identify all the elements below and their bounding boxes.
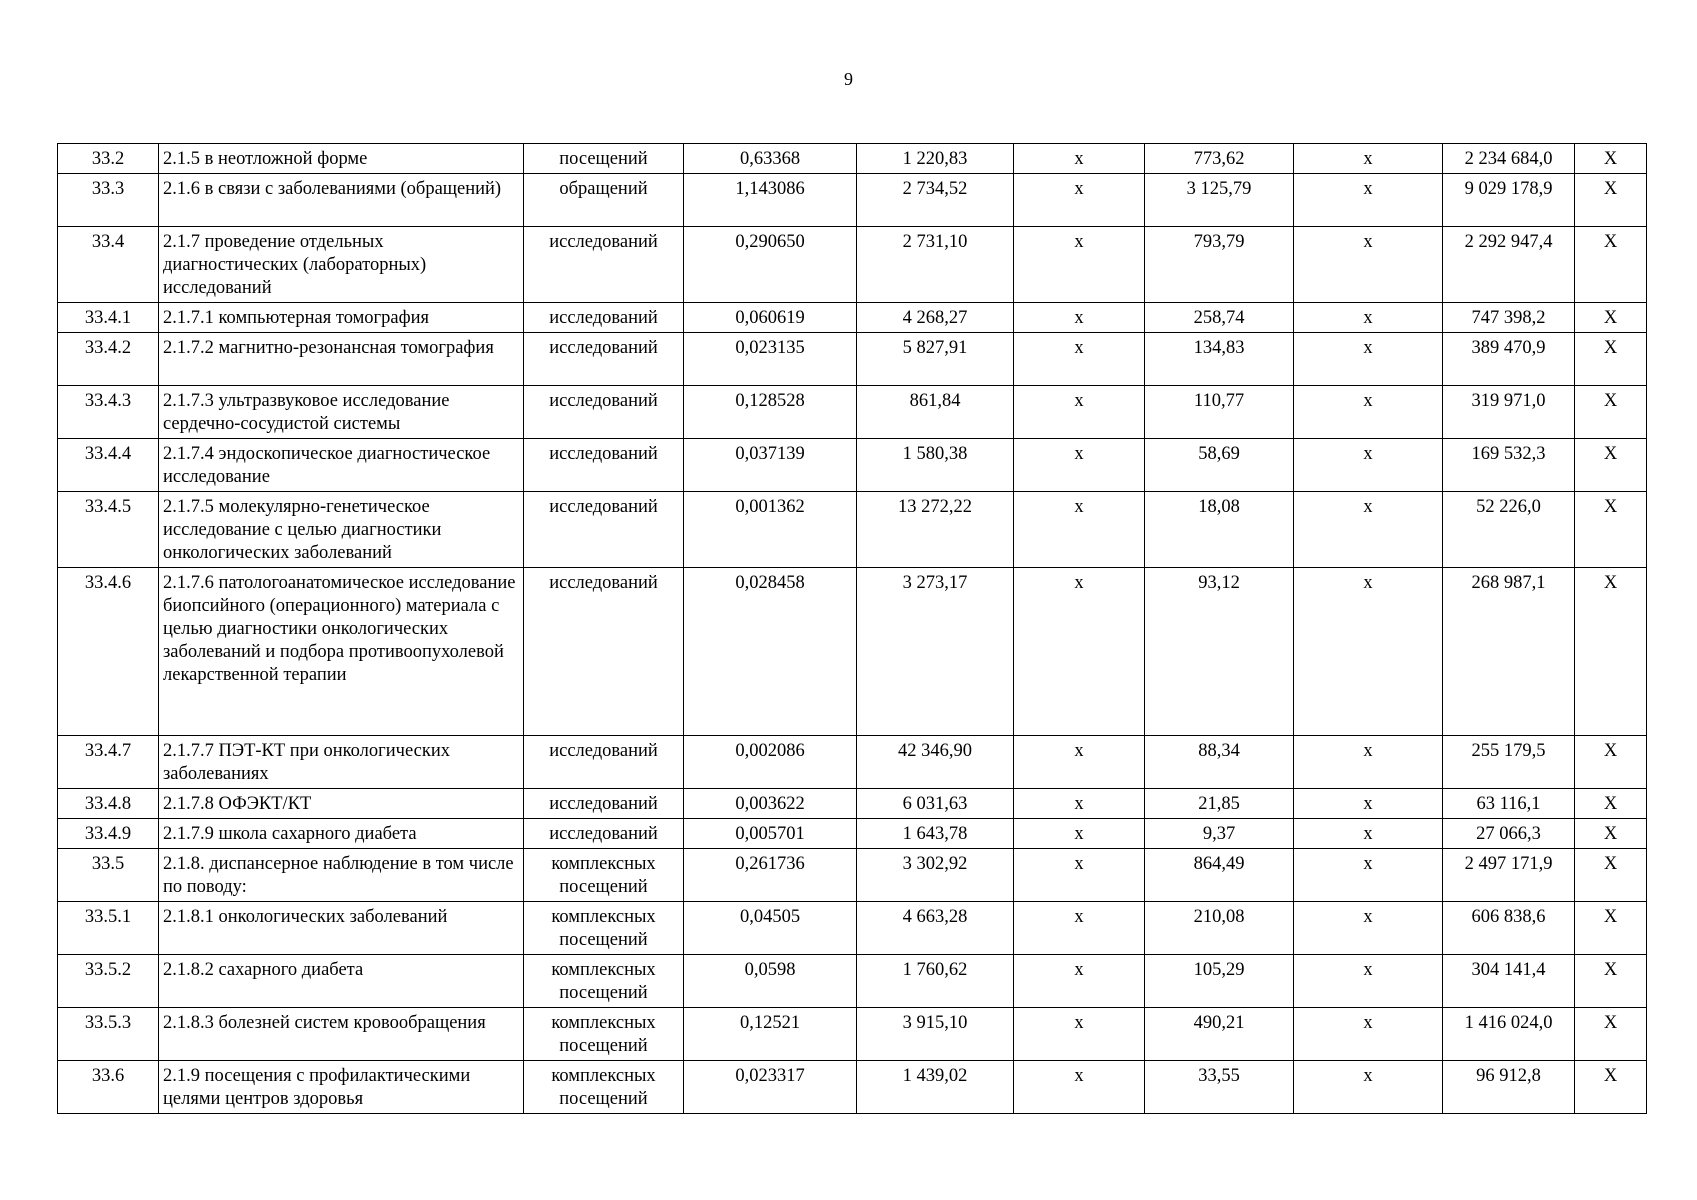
row-name: 2.1.8. диспансерное наблюдение в том числе по поводу: bbox=[159, 849, 524, 902]
row-name: 2.1.8.1 онкологических заболеваний bbox=[159, 902, 524, 955]
row-x-mark: X bbox=[1575, 1008, 1647, 1061]
row-x-marker: х bbox=[1014, 439, 1145, 492]
table-row bbox=[58, 303, 1647, 333]
table-row bbox=[58, 849, 1647, 902]
row-name: 2.1.7.3 ультразвуковое исследование сердечно-сосудистой системы bbox=[159, 386, 524, 439]
row-cost: 1 580,38 bbox=[857, 439, 1014, 492]
row-name: 2.1.7 проведение отдельных диагностических (лабораторных) исследований bbox=[159, 227, 524, 303]
row-x-mark: X bbox=[1575, 849, 1647, 902]
row-total: 27 066,3 bbox=[1443, 819, 1575, 849]
row-x-mark: X bbox=[1575, 386, 1647, 439]
row-cost: 5 827,91 bbox=[857, 333, 1014, 386]
row-unit: исследований bbox=[524, 439, 684, 492]
row-x-marker: х bbox=[1294, 955, 1443, 1008]
row-total: 9 029 178,9 bbox=[1443, 174, 1575, 227]
row-per-capita: 93,12 bbox=[1145, 568, 1294, 736]
row-cost: 3 302,92 bbox=[857, 849, 1014, 902]
row-per-capita: 88,34 bbox=[1145, 736, 1294, 789]
row-code: 33.4.9 bbox=[58, 819, 159, 849]
row-x-marker: х bbox=[1014, 568, 1145, 736]
row-code: 33.4.5 bbox=[58, 492, 159, 568]
row-cost: 4 663,28 bbox=[857, 902, 1014, 955]
row-unit: комплексных посещений bbox=[524, 849, 684, 902]
row-total: 1 416 024,0 bbox=[1443, 1008, 1575, 1061]
row-code: 33.4 bbox=[58, 227, 159, 303]
row-name: 2.1.7.2 магнитно-резонансная томография bbox=[159, 333, 524, 386]
row-x-marker: х bbox=[1294, 736, 1443, 789]
row-norm: 0,037139 bbox=[684, 439, 857, 492]
row-norm: 0,128528 bbox=[684, 386, 857, 439]
row-norm: 0,005701 bbox=[684, 819, 857, 849]
row-norm: 0,12521 bbox=[684, 1008, 857, 1061]
row-total: 2 234 684,0 bbox=[1443, 144, 1575, 174]
row-code: 33.5.1 bbox=[58, 902, 159, 955]
row-x-marker: х bbox=[1014, 789, 1145, 819]
row-norm: 0,023317 bbox=[684, 1061, 857, 1114]
row-x-marker: х bbox=[1014, 1008, 1145, 1061]
table-row bbox=[58, 736, 1647, 789]
row-total: 169 532,3 bbox=[1443, 439, 1575, 492]
row-x-marker: х bbox=[1294, 227, 1443, 303]
row-cost: 3 273,17 bbox=[857, 568, 1014, 736]
row-cost: 2 734,52 bbox=[857, 174, 1014, 227]
row-norm: 1,143086 bbox=[684, 174, 857, 227]
row-x-marker: х bbox=[1294, 568, 1443, 736]
row-x-marker: х bbox=[1014, 333, 1145, 386]
row-total: 304 141,4 bbox=[1443, 955, 1575, 1008]
row-x-marker: х bbox=[1014, 174, 1145, 227]
row-unit: исследований bbox=[524, 227, 684, 303]
table-row bbox=[58, 568, 1647, 736]
row-x-mark: X bbox=[1575, 1061, 1647, 1114]
row-name: 2.1.7.6 патологоанатомическое исследование биопсийного (операционного) материала с целью диагностики онкологических заболеваний и подбора противоопухолевой лекарственной терапии bbox=[159, 568, 524, 736]
row-total: 268 987,1 bbox=[1443, 568, 1575, 736]
row-per-capita: 18,08 bbox=[1145, 492, 1294, 568]
row-x-mark: X bbox=[1575, 789, 1647, 819]
row-x-marker: х bbox=[1294, 789, 1443, 819]
row-x-mark: X bbox=[1575, 819, 1647, 849]
row-per-capita: 58,69 bbox=[1145, 439, 1294, 492]
row-total: 2 292 947,4 bbox=[1443, 227, 1575, 303]
row-x-marker: х bbox=[1014, 227, 1145, 303]
row-per-capita: 9,37 bbox=[1145, 819, 1294, 849]
row-unit: исследований bbox=[524, 819, 684, 849]
row-x-mark: X bbox=[1575, 174, 1647, 227]
row-x-mark: X bbox=[1575, 144, 1647, 174]
table-row bbox=[58, 1008, 1647, 1061]
row-code: 33.4.4 bbox=[58, 439, 159, 492]
row-name: 2.1.7.7 ПЭТ-КТ при онкологических заболеваниях bbox=[159, 736, 524, 789]
row-x-marker: х bbox=[1294, 819, 1443, 849]
row-code: 33.4.1 bbox=[58, 303, 159, 333]
row-x-marker: х bbox=[1014, 492, 1145, 568]
row-unit: посещений bbox=[524, 144, 684, 174]
row-unit: исследований bbox=[524, 303, 684, 333]
table-row bbox=[58, 789, 1647, 819]
row-x-marker: х bbox=[1294, 386, 1443, 439]
row-x-mark: X bbox=[1575, 492, 1647, 568]
row-code: 33.4.3 bbox=[58, 386, 159, 439]
row-norm: 0,261736 bbox=[684, 849, 857, 902]
row-x-marker: х bbox=[1014, 144, 1145, 174]
table-row bbox=[58, 227, 1647, 303]
row-x-mark: X bbox=[1575, 439, 1647, 492]
row-per-capita: 3 125,79 bbox=[1145, 174, 1294, 227]
row-norm: 0,0598 bbox=[684, 955, 857, 1008]
row-total: 96 912,8 bbox=[1443, 1061, 1575, 1114]
table-row bbox=[58, 819, 1647, 849]
row-per-capita: 134,83 bbox=[1145, 333, 1294, 386]
row-unit: исследований bbox=[524, 789, 684, 819]
row-x-marker: х bbox=[1294, 492, 1443, 568]
row-cost: 1 439,02 bbox=[857, 1061, 1014, 1114]
row-per-capita: 793,79 bbox=[1145, 227, 1294, 303]
row-x-marker: х bbox=[1014, 819, 1145, 849]
row-name: 2.1.7.4 эндоскопическое диагностическое исследование bbox=[159, 439, 524, 492]
row-total: 52 226,0 bbox=[1443, 492, 1575, 568]
row-x-marker: х bbox=[1294, 303, 1443, 333]
row-cost: 2 731,10 bbox=[857, 227, 1014, 303]
row-x-marker: х bbox=[1014, 303, 1145, 333]
row-name: 2.1.5 в неотложной форме bbox=[159, 144, 524, 174]
table-body bbox=[58, 144, 1647, 1114]
row-x-marker: х bbox=[1294, 439, 1443, 492]
row-code: 33.4.2 bbox=[58, 333, 159, 386]
row-x-marker: х bbox=[1014, 849, 1145, 902]
row-code: 33.5 bbox=[58, 849, 159, 902]
row-code: 33.4.6 bbox=[58, 568, 159, 736]
row-x-mark: X bbox=[1575, 333, 1647, 386]
row-code: 33.6 bbox=[58, 1061, 159, 1114]
row-cost: 1 760,62 bbox=[857, 955, 1014, 1008]
table-row bbox=[58, 439, 1647, 492]
row-norm: 0,028458 bbox=[684, 568, 857, 736]
row-code: 33.5.3 bbox=[58, 1008, 159, 1061]
row-per-capita: 21,85 bbox=[1145, 789, 1294, 819]
data-table bbox=[57, 143, 1647, 1114]
row-per-capita: 258,74 bbox=[1145, 303, 1294, 333]
row-unit: исследований bbox=[524, 333, 684, 386]
row-code: 33.5.2 bbox=[58, 955, 159, 1008]
row-x-marker: х bbox=[1014, 386, 1145, 439]
row-code: 33.4.7 bbox=[58, 736, 159, 789]
row-name: 2.1.7.9 школа сахарного диабета bbox=[159, 819, 524, 849]
row-per-capita: 110,77 bbox=[1145, 386, 1294, 439]
row-x-mark: X bbox=[1575, 902, 1647, 955]
row-x-marker: х bbox=[1294, 1061, 1443, 1114]
row-total: 63 116,1 bbox=[1443, 789, 1575, 819]
row-cost: 13 272,22 bbox=[857, 492, 1014, 568]
row-norm: 0,290650 bbox=[684, 227, 857, 303]
row-norm: 0,04505 bbox=[684, 902, 857, 955]
row-norm: 0,023135 bbox=[684, 333, 857, 386]
row-total: 2 497 171,9 bbox=[1443, 849, 1575, 902]
row-x-mark: X bbox=[1575, 736, 1647, 789]
row-norm: 0,060619 bbox=[684, 303, 857, 333]
row-total: 606 838,6 bbox=[1443, 902, 1575, 955]
row-name: 2.1.7.5 молекулярно-генетическое исследование с целью диагностики онкологических заболеваний bbox=[159, 492, 524, 568]
row-unit: комплексных посещений bbox=[524, 955, 684, 1008]
row-name: 2.1.9 посещения с профилактическими целями центров здоровья bbox=[159, 1061, 524, 1114]
row-code: 33.4.8 bbox=[58, 789, 159, 819]
row-norm: 0,003622 bbox=[684, 789, 857, 819]
row-x-marker: х bbox=[1294, 144, 1443, 174]
row-unit: обращений bbox=[524, 174, 684, 227]
row-unit: исследований bbox=[524, 568, 684, 736]
row-total: 747 398,2 bbox=[1443, 303, 1575, 333]
row-name: 2.1.7.8 ОФЭКТ/КТ bbox=[159, 789, 524, 819]
table-row bbox=[58, 174, 1647, 227]
row-x-marker: х bbox=[1294, 849, 1443, 902]
row-x-mark: X bbox=[1575, 955, 1647, 1008]
row-x-mark: X bbox=[1575, 227, 1647, 303]
row-total: 255 179,5 bbox=[1443, 736, 1575, 789]
page-number: 9 bbox=[844, 69, 853, 89]
row-norm: 0,63368 bbox=[684, 144, 857, 174]
row-x-mark: X bbox=[1575, 303, 1647, 333]
row-cost: 861,84 bbox=[857, 386, 1014, 439]
row-per-capita: 864,49 bbox=[1145, 849, 1294, 902]
row-x-marker: х bbox=[1294, 902, 1443, 955]
row-cost: 1 220,83 bbox=[857, 144, 1014, 174]
row-x-marker: х bbox=[1294, 1008, 1443, 1061]
row-total: 389 470,9 bbox=[1443, 333, 1575, 386]
row-per-capita: 773,62 bbox=[1145, 144, 1294, 174]
row-norm: 0,001362 bbox=[684, 492, 857, 568]
row-unit: исследований bbox=[524, 736, 684, 789]
row-unit: комплексных посещений bbox=[524, 902, 684, 955]
table-row bbox=[58, 902, 1647, 955]
row-cost: 3 915,10 bbox=[857, 1008, 1014, 1061]
table-row bbox=[58, 1061, 1647, 1114]
row-x-marker: х bbox=[1014, 1061, 1145, 1114]
row-x-marker: х bbox=[1294, 174, 1443, 227]
table-row bbox=[58, 333, 1647, 386]
row-name: 2.1.8.2 сахарного диабета bbox=[159, 955, 524, 1008]
row-norm: 0,002086 bbox=[684, 736, 857, 789]
row-x-marker: х bbox=[1014, 902, 1145, 955]
row-per-capita: 210,08 bbox=[1145, 902, 1294, 955]
row-cost: 42 346,90 bbox=[857, 736, 1014, 789]
table-row bbox=[58, 144, 1647, 174]
row-x-mark: X bbox=[1575, 568, 1647, 736]
row-unit: исследований bbox=[524, 386, 684, 439]
table-row bbox=[58, 955, 1647, 1008]
row-name: 2.1.8.3 болезней систем кровообращения bbox=[159, 1008, 524, 1061]
row-cost: 6 031,63 bbox=[857, 789, 1014, 819]
row-name: 2.1.6 в связи с заболеваниями (обращений) bbox=[159, 174, 524, 227]
row-cost: 4 268,27 bbox=[857, 303, 1014, 333]
row-unit: комплексных посещений bbox=[524, 1008, 684, 1061]
row-code: 33.3 bbox=[58, 174, 159, 227]
row-x-marker: х bbox=[1014, 955, 1145, 1008]
row-unit: комплексных посещений bbox=[524, 1061, 684, 1114]
row-unit: исследований bbox=[524, 492, 684, 568]
row-code: 33.2 bbox=[58, 144, 159, 174]
row-per-capita: 490,21 bbox=[1145, 1008, 1294, 1061]
row-name: 2.1.7.1 компьютерная томография bbox=[159, 303, 524, 333]
row-cost: 1 643,78 bbox=[857, 819, 1014, 849]
row-total: 319 971,0 bbox=[1443, 386, 1575, 439]
row-x-marker: х bbox=[1014, 736, 1145, 789]
row-per-capita: 105,29 bbox=[1145, 955, 1294, 1008]
table-row bbox=[58, 492, 1647, 568]
row-per-capita: 33,55 bbox=[1145, 1061, 1294, 1114]
table-row bbox=[58, 386, 1647, 439]
row-x-marker: х bbox=[1294, 333, 1443, 386]
